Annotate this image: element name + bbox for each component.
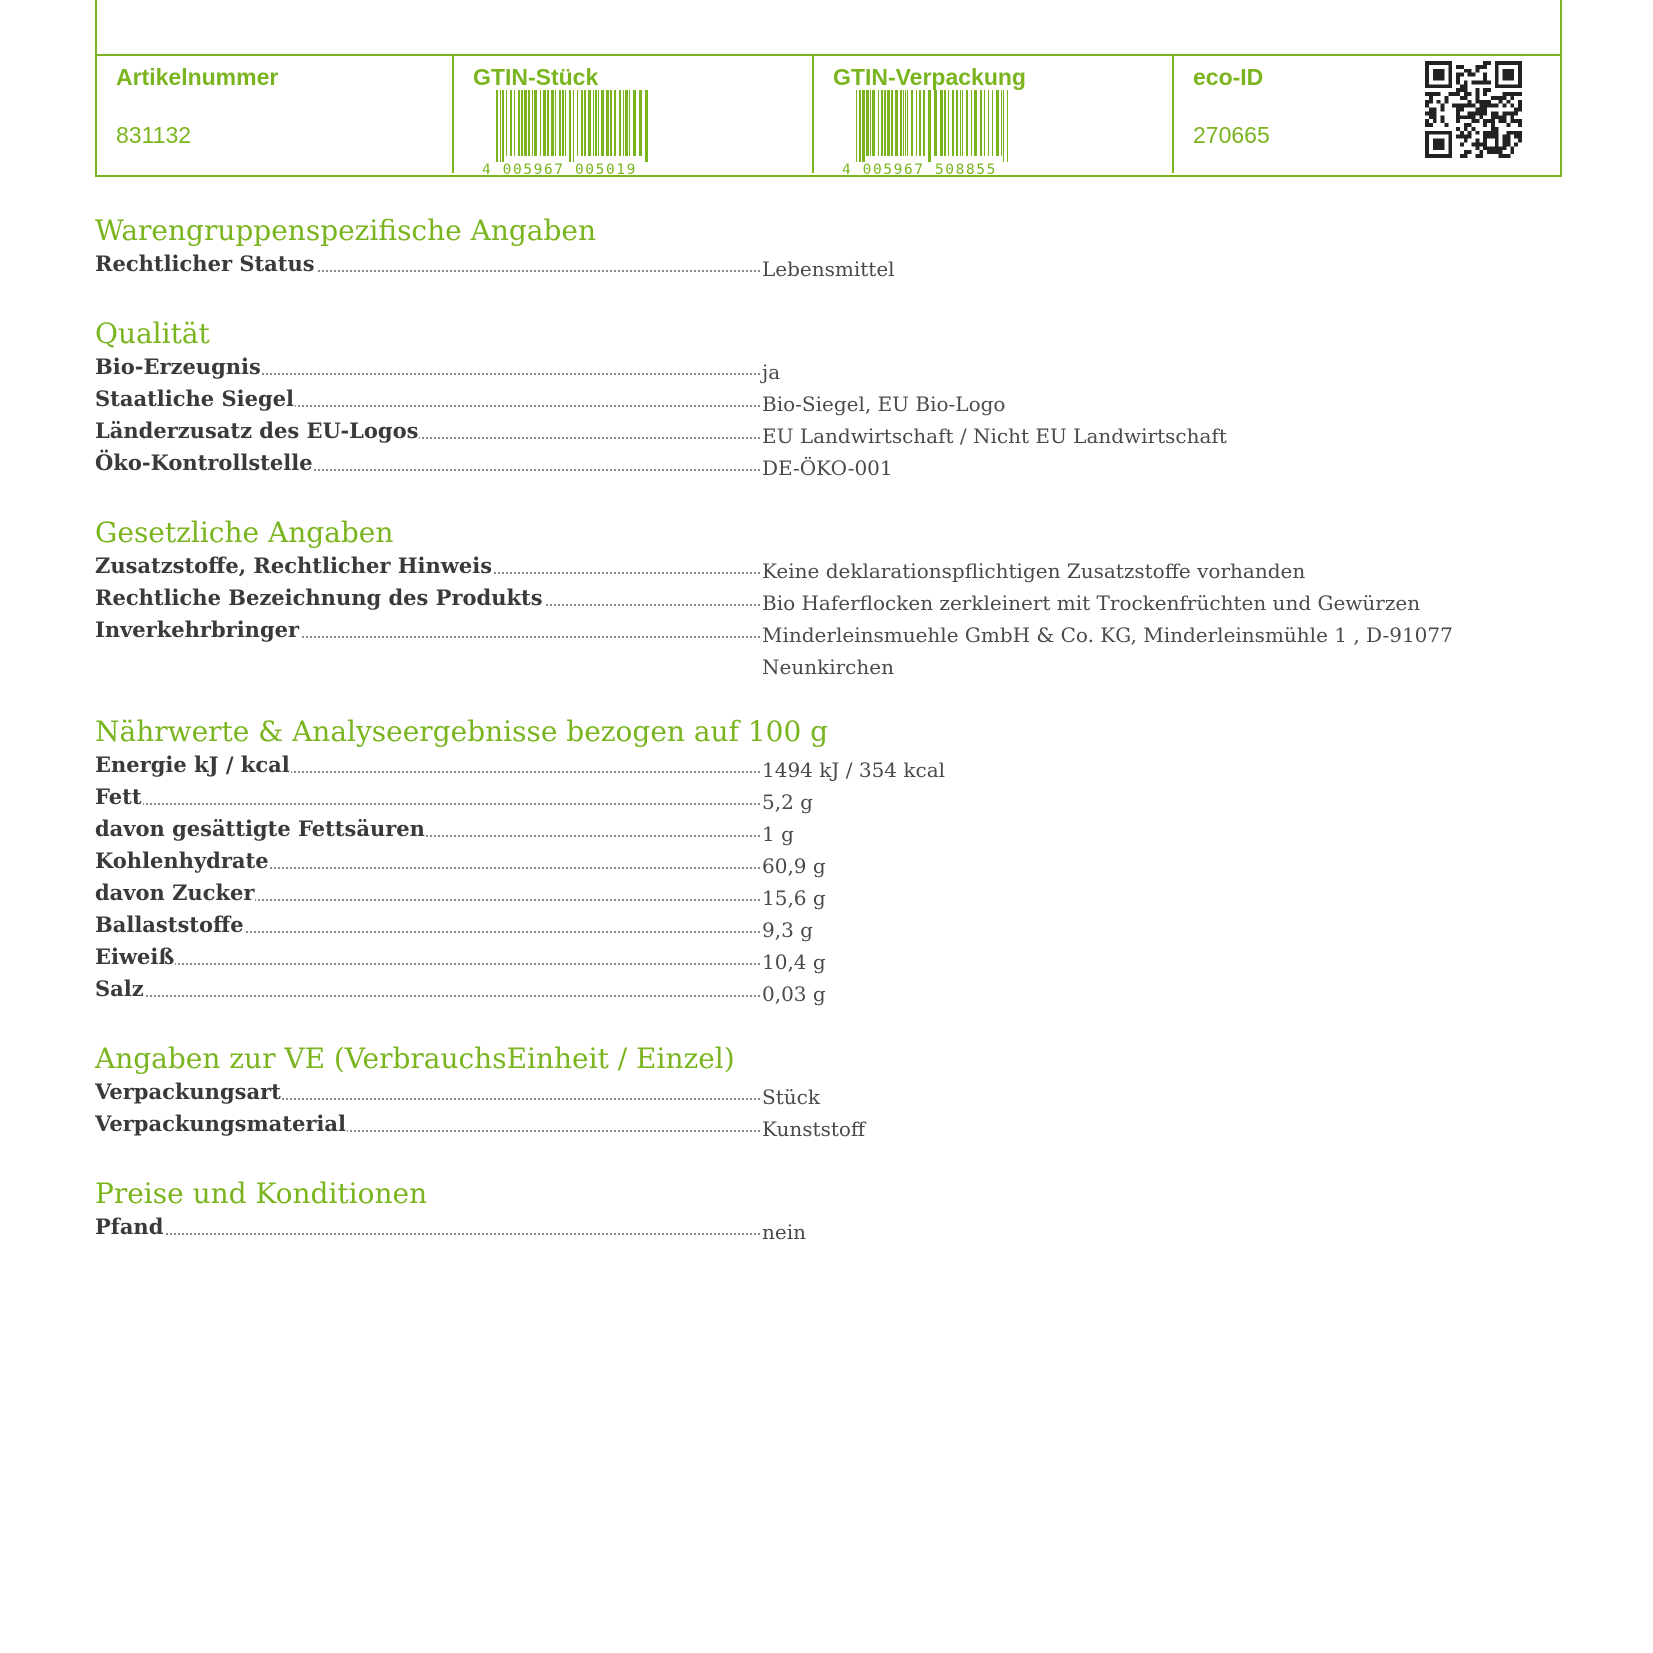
section-title: Warengruppenspezifische Angaben	[95, 214, 597, 247]
detail-value: DE-ÖKO-001	[762, 456, 893, 480]
label-leader	[95, 1078, 760, 1106]
detail-row	[95, 250, 1495, 282]
detail-value: Minderleinsmuehle GmbH & Co. KG, Minderleinsmühle 1 , D-91077 Neunkirchen	[762, 623, 1453, 679]
barcode-bar	[996, 90, 999, 156]
barcode-bar	[619, 90, 621, 156]
section	[95, 713, 1495, 1007]
barcode-bar	[971, 90, 972, 156]
product-details	[95, 212, 1495, 1278]
barcode-bar	[952, 90, 954, 156]
detail-label: Verpackungsmaterial	[95, 1111, 346, 1136]
barcode-bar	[992, 90, 993, 156]
section-title: Qualität	[95, 317, 210, 350]
detail-row	[95, 584, 1495, 616]
barcode-bar	[907, 90, 908, 156]
barcode-bar	[960, 90, 961, 156]
detail-label: Länderzusatz des EU-Logos	[95, 418, 419, 443]
barcode-bar	[496, 90, 498, 162]
barcode-bar	[562, 90, 564, 156]
label-leader	[95, 1110, 760, 1138]
detail-row	[95, 975, 1495, 1007]
barcode-bar	[962, 90, 963, 156]
barcode-bar	[528, 90, 530, 156]
barcode-bar	[872, 90, 875, 156]
section	[95, 514, 1495, 680]
barcode-bar	[881, 90, 883, 156]
detail-value: 0,03 g	[762, 982, 826, 1006]
detail-value: 5,2 g	[762, 790, 813, 814]
detail-label: Kohlenhydrate	[95, 848, 269, 873]
detail-row	[95, 943, 1495, 975]
gtin-verpackung-label: GTIN-Verpackung	[833, 64, 1026, 90]
barcode-bar	[895, 90, 898, 156]
barcode-bar	[601, 90, 604, 156]
barcode-bar	[565, 90, 566, 156]
barcode-bar	[916, 90, 917, 156]
artikelnummer-label: Artikelnummer	[116, 64, 279, 90]
barcode-bar	[540, 90, 541, 156]
barcode-bar	[521, 90, 523, 156]
barcode-bar	[569, 90, 571, 162]
detail-value: 10,4 g	[762, 950, 826, 974]
detail-value: 15,6 g	[762, 886, 826, 910]
barcode-bar	[614, 90, 616, 156]
detail-value: 1 g	[762, 822, 794, 846]
barcode-bar	[510, 90, 512, 156]
gtin-stueck-cell	[454, 56, 812, 175]
label-leader	[95, 353, 760, 381]
detail-value: ja	[762, 360, 781, 384]
section-title: Angaben zur VE (VerbrauchsEinheit / Einzel)	[95, 1042, 735, 1075]
detail-row	[95, 879, 1495, 911]
label-leader	[95, 616, 760, 644]
section	[95, 1175, 1495, 1245]
barcode-bar	[518, 90, 520, 156]
detail-label: Inverkehrbringer	[95, 617, 300, 642]
detail-label: Verpackungsart	[95, 1079, 281, 1104]
barcode-bar	[606, 90, 609, 156]
barcode-bar	[593, 90, 594, 156]
barcode-bar	[584, 90, 586, 156]
barcode-bar	[928, 90, 931, 162]
artikelnummer-cell	[97, 56, 452, 175]
detail-label: Öko-Kontrollstelle	[95, 450, 313, 475]
detail-value: Kunststoff	[762, 1117, 866, 1141]
detail-row	[95, 783, 1495, 815]
detail-row	[95, 449, 1495, 481]
detail-label: Rechtliche Bezeichnung des Produkts	[95, 585, 543, 610]
detail-label: Fett	[95, 784, 142, 809]
barcode-bar	[645, 90, 648, 162]
section-title: Nährwerte & Analyseergebnisse bezogen auf 100 g	[95, 715, 829, 748]
barcode-bar	[923, 90, 925, 156]
gtin-stueck-barcode	[482, 90, 652, 176]
label-leader	[95, 751, 760, 779]
dotted-leader	[95, 1233, 760, 1235]
label-leader	[95, 783, 760, 811]
barcode-bar	[551, 90, 554, 156]
detail-label: Bio-Erzeugnis	[95, 354, 261, 379]
barcode-bar	[859, 90, 861, 162]
barcode-bar	[948, 90, 949, 156]
barcode-bar	[856, 90, 857, 162]
label-leader	[95, 815, 760, 843]
detail-label: davon Zucker	[95, 880, 255, 905]
barcode-bar	[974, 90, 977, 156]
label-leader	[95, 552, 760, 580]
barcode-bar	[502, 90, 504, 162]
barcode-bar	[625, 90, 628, 156]
detail-row	[95, 616, 1495, 680]
detail-value: nein	[762, 1220, 806, 1244]
label-leader	[95, 847, 760, 875]
detail-value: Lebensmittel	[762, 257, 895, 281]
barcode-bar	[559, 90, 561, 156]
gtin-stueck-label: GTIN-Stück	[473, 64, 599, 90]
barcode-bar	[532, 90, 533, 156]
detail-row	[95, 751, 1495, 783]
barcode-bar	[1007, 90, 1008, 162]
detail-row	[95, 1078, 1495, 1110]
gtin-verpackung-number: 4 005967 508855	[842, 162, 997, 176]
barcode-bar	[988, 90, 989, 156]
barcode-bar	[500, 90, 501, 162]
barcode-bar	[891, 90, 893, 156]
label-leader	[95, 417, 760, 445]
detail-value: Stück	[762, 1085, 820, 1109]
barcode-bar	[595, 90, 597, 156]
detail-value: 1494 kJ / 354 kcal	[762, 758, 946, 782]
barcode-bar	[629, 90, 630, 156]
detail-value: Bio-Siegel, EU Bio-Logo	[762, 392, 1006, 416]
section	[95, 1040, 1495, 1142]
barcode-bar	[900, 90, 902, 156]
barcode-bar	[884, 90, 886, 156]
eco-id-cell	[1174, 56, 1414, 175]
label-leader	[95, 449, 760, 477]
barcode-bar	[598, 90, 599, 156]
barcode-bar	[944, 90, 946, 156]
section-title: Preise und Konditionen	[95, 1177, 428, 1210]
barcode-bar	[514, 90, 515, 156]
section	[95, 212, 1495, 282]
artikelnummer-value: 831132	[116, 122, 192, 148]
barcode-bar	[524, 90, 527, 156]
detail-value: Bio Haferflocken zerkleinert mit Trockenfrüchten und Gewürzen	[762, 591, 1421, 615]
barcode-bar	[887, 90, 890, 156]
barcode-bar	[1003, 90, 1004, 162]
detail-row	[95, 1110, 1495, 1142]
barcode-bar	[555, 90, 556, 156]
barcode-bar	[547, 90, 549, 156]
detail-row	[95, 385, 1495, 417]
detail-row	[95, 911, 1495, 943]
barcode-bar	[911, 90, 913, 156]
barcode-bar	[581, 90, 583, 156]
barcode-bar	[573, 90, 574, 162]
barcode-bar	[577, 90, 578, 156]
label-leader	[95, 250, 760, 278]
label-leader	[95, 975, 760, 1003]
barcode-bar	[980, 90, 982, 156]
section	[95, 315, 1495, 481]
barcode-bar	[534, 90, 537, 156]
barcode-bar	[905, 90, 906, 156]
product-header-box	[95, 0, 1562, 177]
detail-label: davon gesättigte Fettsäuren	[95, 816, 425, 841]
detail-label: Energie kJ / kcal	[95, 752, 290, 777]
label-leader	[95, 1213, 760, 1241]
barcode-bar	[506, 90, 507, 156]
barcode-bar	[623, 90, 624, 156]
label-leader	[95, 879, 760, 907]
dotted-leader	[95, 995, 760, 997]
detail-row	[95, 847, 1495, 879]
label-leader	[95, 385, 760, 413]
barcode-bar	[984, 90, 985, 156]
barcode-bar	[862, 90, 865, 162]
detail-value: 60,9 g	[762, 854, 826, 878]
barcode-bar	[610, 90, 612, 156]
detail-row	[95, 552, 1495, 584]
barcode-bar	[934, 90, 937, 156]
barcode-bar	[866, 90, 869, 156]
barcode-bar	[588, 90, 591, 156]
barcode-bar	[956, 90, 958, 156]
dotted-leader	[95, 963, 760, 965]
gtin-verpackung-barcode	[842, 90, 1012, 176]
label-leader	[95, 911, 760, 939]
eco-id-value: 270665	[1193, 122, 1270, 148]
barcode-bar	[633, 90, 636, 156]
detail-label: Staatliche Siegel	[95, 386, 294, 411]
gtin-stueck-number: 4 005967 005019	[482, 162, 637, 176]
barcode-bar	[870, 90, 871, 156]
eco-id-label: eco-ID	[1193, 64, 1264, 90]
header-top-band	[97, 0, 1560, 56]
gtin-verpackung-cell	[814, 56, 1172, 175]
detail-label: Ballaststoffe	[95, 912, 244, 937]
label-leader	[95, 584, 760, 612]
barcode-bar	[903, 90, 904, 156]
barcode-bar	[878, 90, 879, 156]
detail-label: Rechtlicher Status	[95, 251, 315, 276]
detail-label: Salz	[95, 976, 144, 1001]
detail-value: 9,3 g	[762, 918, 813, 942]
qr-code-icon	[1425, 61, 1522, 158]
detail-label: Eiweiß	[95, 944, 175, 969]
dotted-leader	[95, 803, 760, 805]
detail-value: Keine deklarationspflichtigen Zusatzstoffe vorhanden	[762, 559, 1306, 583]
detail-label: Pfand	[95, 1214, 164, 1239]
detail-row	[95, 815, 1495, 847]
barcode-bar	[639, 90, 642, 156]
barcode-bar	[940, 90, 943, 156]
detail-row	[95, 417, 1495, 449]
detail-label: Zusatzstoffe, Rechtlicher Hinweis	[95, 553, 493, 578]
detail-value: EU Landwirtschaft / Nicht EU Landwirtschaft	[762, 424, 1227, 448]
barcode-bar	[919, 90, 921, 156]
section-title: Gesetzliche Angaben	[95, 516, 394, 549]
detail-row	[95, 353, 1495, 385]
barcode-bar	[966, 90, 968, 156]
barcode-bar	[543, 90, 546, 156]
barcode-bar	[1001, 90, 1002, 156]
label-leader	[95, 943, 760, 971]
detail-row	[95, 1213, 1495, 1245]
